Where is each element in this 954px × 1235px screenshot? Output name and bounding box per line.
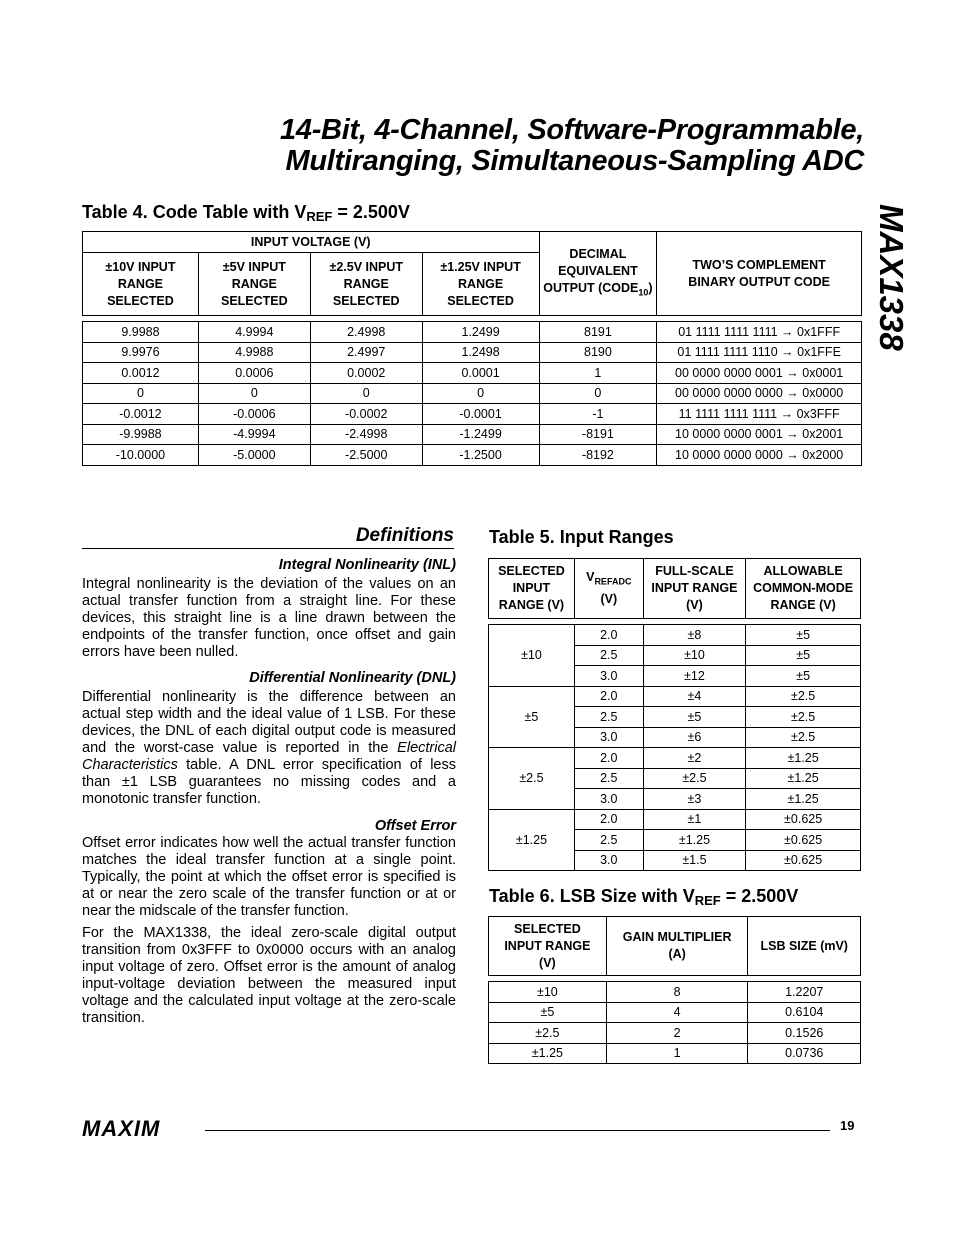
col-header-10v: ±10V INPUT RANGE SELECTED [83,253,199,316]
table-cell: ±4 [643,686,746,707]
table-cell: 2.0 [574,686,643,707]
table-cell: ±1 [643,809,746,830]
table-cell: -9.9988 [83,424,199,445]
definitions-heading: Definitions [82,525,454,549]
table-cell: 11 1111 1111 1111 → 0x3FFF [657,404,862,425]
table-cell: ±5 [746,625,861,646]
table-cell: ±2 [643,748,746,769]
table-cell: 9.9988 [83,322,199,343]
table5-title: Table 5. Input Ranges [489,527,674,547]
lsb-size-table [488,916,861,1064]
footer-rule [205,1130,830,1131]
offset-paragraph-1: Offset error indicates how well the actual transfer function matches the ideal transfer function at a single point. Typically, the point at which the offset error is specified is at or near the zero scale of the transfer function or at or near the midscale of the transfer function. [82,835,456,919]
table-cell: ±0.625 [746,809,861,830]
table-cell: -2.4998 [310,424,422,445]
table-row [83,322,862,343]
table-cell: -1 [539,404,657,425]
table-row [83,342,862,363]
table-cell: 2.0 [574,625,643,646]
page-number: 19 [840,1118,855,1133]
side-part-number: MAX1338 [873,204,910,351]
table-cell: ±5 [643,707,746,728]
t5-header-common: ALLOWABLE COMMON-MODE RANGE (V) [746,559,861,619]
table-cell: ±1.25 [746,748,861,769]
table-cell: ±8 [643,625,746,646]
table-cell: 0.0012 [83,363,199,384]
table-row [489,982,861,1003]
table-cell: ±0.625 [746,830,861,851]
table-cell: ±1.5 [643,850,746,871]
table-row [83,445,862,466]
inl-heading: Integral Nonlinearity (INL) [278,557,456,573]
offset-heading: Offset Error [374,818,456,834]
table-cell: 0 [83,383,199,404]
t5-header-range: SELECTED INPUT RANGE (V) [489,559,575,619]
range-cell: ±2.5 [489,748,575,810]
table-cell: 10 0000 0000 0001 → 0x2001 [657,424,862,445]
table-cell: 0.0736 [748,1043,861,1064]
inl-paragraph: Integral nonlinearity is the deviation of the values on an actual transfer function from a straight line. For these devices, this straight line is a line drawn between the endpoints of the transfer function, once offset and gain errors have been nulled. [82,576,456,660]
table-cell: 0 [198,383,310,404]
table-cell: ±2.5 [643,768,746,789]
page-title-line-1: 14-Bit, 4-Channel, Software-Programmable, [280,114,864,146]
dnl-paragraph: Differential nonlinearity is the difference between an actual step width and the ideal value of 1 LSB. For these devices, the DNL of each digital output code is measured and the worst-case value is reported in the Electrical Characteristics table. A DNL error specification of less than ±1 LSB guarantees no missing codes and a monotonic transfer function. [82,689,456,807]
table-cell: ±1.25 [489,1043,607,1064]
table-cell: 1.2498 [422,342,539,363]
table-cell: ±6 [643,727,746,748]
col-header-5v: ±5V INPUT RANGE SELECTED [198,253,310,316]
table-cell: ±2.5 [746,727,861,748]
table-cell: -0.0001 [422,404,539,425]
table-cell: ±3 [643,789,746,810]
table-cell: ±5 [746,645,861,666]
table-cell: 2.5 [574,645,643,666]
table-cell: 8 [606,982,748,1003]
table-cell: ±5 [746,666,861,687]
table-cell: 3.0 [574,850,643,871]
table-cell: -2.5000 [310,445,422,466]
table-cell: 1.2499 [422,322,539,343]
table-cell: 2.0 [574,809,643,830]
range-cell: ±1.25 [489,809,575,871]
table-cell: ±10 [489,982,607,1003]
decimal-header: DECIMAL EQUIVALENT OUTPUT $(CODE_{10})$ [539,232,657,316]
table-cell: 2.0 [574,748,643,769]
table-cell: -4.9994 [198,424,310,445]
input-ranges-table [488,558,861,871]
table-cell: 2.4997 [310,342,422,363]
dnl-heading: Differential Nonlinearity (DNL) [249,670,456,686]
table-cell: 0.0001 [422,363,539,384]
table-cell: 1.2207 [748,982,861,1003]
table-cell: ±12 [643,666,746,687]
table-cell: 0 [422,383,539,404]
table-cell: ±2.5 [489,1023,607,1044]
table-row [489,748,861,769]
table-row [489,809,861,830]
col-header-2-5v: ±2.5V INPUT RANGE SELECTED [310,253,422,316]
table-cell: 10 0000 0000 0000 → 0x2000 [657,445,862,466]
table-cell: -10.0000 [83,445,199,466]
table6-title: Table 6. LSB Size with $V_{REF} = 2.500V$ [489,886,799,908]
table-cell: -8192 [539,445,657,466]
table-cell: 00 0000 0000 0000 → 0x0000 [657,383,862,404]
table-cell: ±5 [489,1002,607,1023]
table-row [83,383,862,404]
table-cell: 3.0 [574,789,643,810]
col-header-1-25v: ±1.25V INPUT RANGE SELECTED [422,253,539,316]
table-cell: 0.6104 [748,1002,861,1023]
table-cell: ±1.25 [746,768,861,789]
binary-header: TWO’S COMPLEMENT BINARY OUTPUT CODE [657,232,862,316]
t6-header-lsb: LSB SIZE (mV) [748,917,861,976]
table-cell: 4.9994 [198,322,310,343]
table-row [83,424,862,445]
table-cell: ±1.25 [643,830,746,851]
table-cell: 2.5 [574,707,643,728]
code-table [82,231,862,466]
table-cell: 2.5 [574,768,643,789]
table-cell: ±10 [643,645,746,666]
table-cell: -8191 [539,424,657,445]
t5-header-fullscale: FULL-SCALE INPUT RANGE (V) [643,559,746,619]
table-row [489,1023,861,1044]
table-cell: 0.0002 [310,363,422,384]
table4-title: Table 4. Code Table with $V_{REF} = 2.500V$ [82,202,410,224]
table-cell: 1 [539,363,657,384]
table-cell: 01 1111 1111 1110 → 0x1FFE [657,342,862,363]
table-cell: 8190 [539,342,657,363]
table-row [489,1043,861,1064]
table-cell: 0 [310,383,422,404]
t6-header-gain: GAIN MULTIPLIER (A) [606,917,748,976]
range-cell: ±5 [489,686,575,748]
page-title-line-2: Multiranging, Simultaneous-Sampling ADC [285,145,864,177]
table-cell: 2.4998 [310,322,422,343]
t6-header-range: SELECTED INPUT RANGE (V) [489,917,607,976]
table-cell: 01 1111 1111 1111 → 0x1FFF [657,322,862,343]
table-cell: -1.2500 [422,445,539,466]
table-cell: -0.0006 [198,404,310,425]
table-row [83,404,862,425]
table-cell: 3.0 [574,727,643,748]
table-cell: 0 [539,383,657,404]
table-cell: ±2.5 [746,707,861,728]
table-cell: ±0.625 [746,850,861,871]
table-cell: 3.0 [574,666,643,687]
table-cell: 00 0000 0000 0001 → 0x0001 [657,363,862,384]
table-cell: 4 [606,1002,748,1023]
table-cell: ±2.5 [746,686,861,707]
table-cell: 2 [606,1023,748,1044]
table-cell: -0.0012 [83,404,199,425]
table-cell: 9.9976 [83,342,199,363]
table-cell: 4.9988 [198,342,310,363]
table-cell: -5.0000 [198,445,310,466]
input-voltage-header: INPUT VOLTAGE (V) [83,232,540,253]
table-cell: 8191 [539,322,657,343]
table-cell: -0.0002 [310,404,422,425]
table-row [489,1002,861,1023]
table-cell: -1.2499 [422,424,539,445]
table-cell: 1 [606,1043,748,1064]
table-cell: 0.1526 [748,1023,861,1044]
maxim-logo: MAXIM [82,1116,161,1141]
range-cell: ±10 [489,625,575,687]
offset-paragraph-2: For the MAX1338, the ideal zero-scale digital output transition from 0x3FFF to 0x0000 occurs with an analog input voltage of zero. Offset error is the amount of analog input-voltage deviation between the measured input voltage and the calculated input voltage at the zero-scale transition. [82,925,456,1026]
table-cell: 0.0006 [198,363,310,384]
t5-header-vref: $V_{REFADC}$ (V) [574,559,643,619]
table-cell: 2.5 [574,830,643,851]
table-row [489,625,861,646]
table-row [489,686,861,707]
table-row [83,363,862,384]
table-cell: ±1.25 [746,789,861,810]
